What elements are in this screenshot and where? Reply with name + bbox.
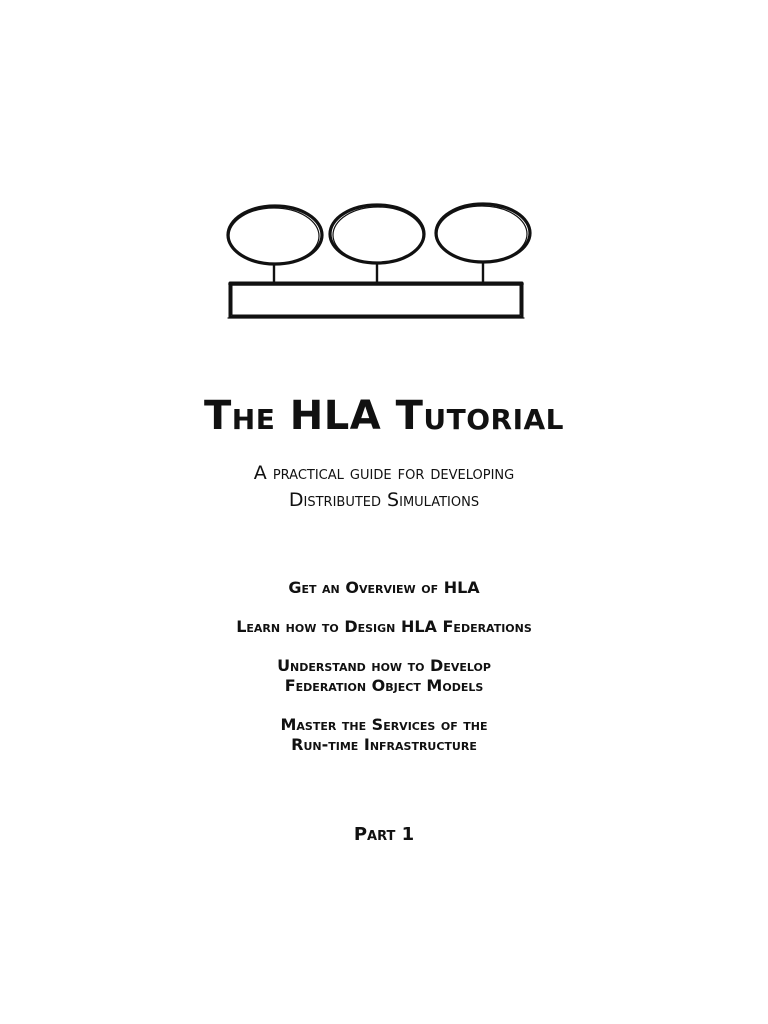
feature-list — [0, 578, 768, 774]
federate-ellipse-left-icon — [228, 206, 322, 264]
subtitle-line: Distributed Simulations — [288, 489, 480, 511]
part-label: Part 1 — [353, 824, 415, 845]
hla-federation-logo-icon — [0, 0, 768, 340]
feature-item-rti-services — [0, 715, 768, 755]
feature-line: Get an Overview of HLA — [288, 578, 480, 597]
feature-line: Learn how to Design HLA Federations — [236, 617, 532, 636]
feature-item-design — [0, 617, 768, 637]
rti-bus-icon — [228, 283, 524, 318]
feature-line: Understand how to Develop — [277, 656, 491, 675]
feature-line: Federation Object Models — [284, 676, 484, 695]
federate-ellipse-right-icon — [436, 204, 530, 262]
feature-line: Run-time Infrastructure — [291, 735, 477, 754]
feature-item-fom — [0, 656, 768, 696]
federate-connectors-icon — [274, 262, 483, 283]
feature-item-overview — [0, 578, 768, 598]
document-subtitle — [0, 460, 768, 514]
document-title: The HLA Tutorial — [203, 393, 565, 439]
federate-ellipse-middle-icon — [330, 205, 424, 263]
feature-line: Master the Services of the — [280, 715, 488, 734]
subtitle-line: A practical guide for developing — [253, 462, 515, 484]
